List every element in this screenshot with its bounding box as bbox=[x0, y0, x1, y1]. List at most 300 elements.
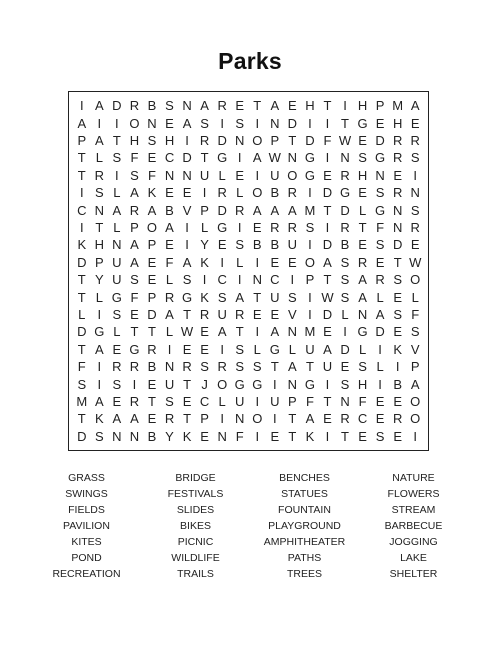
grid-letter: G bbox=[111, 289, 122, 305]
grid-letter: T bbox=[77, 411, 86, 427]
grid-letter: D bbox=[217, 202, 227, 218]
grid-letter: I bbox=[185, 219, 189, 235]
grid-letter: I bbox=[378, 376, 382, 392]
grid-letter: T bbox=[77, 150, 86, 166]
grid-letter: F bbox=[235, 428, 244, 444]
grid-letter: A bbox=[305, 411, 315, 427]
grid-letter: F bbox=[77, 359, 86, 375]
grid-letter: L bbox=[236, 185, 244, 201]
word-list-item: RECREATION bbox=[52, 568, 121, 580]
grid-letter: A bbox=[375, 306, 385, 322]
grid-letter: M bbox=[76, 393, 88, 409]
grid-letter: S bbox=[112, 376, 122, 392]
grid-letter: T bbox=[323, 393, 332, 409]
page-title: Parks bbox=[218, 48, 282, 74]
grid-letter: I bbox=[395, 359, 400, 375]
grid-letter: L bbox=[218, 167, 226, 183]
grid-letter: R bbox=[340, 411, 350, 427]
grid-letter: R bbox=[357, 254, 368, 270]
grid-letter: P bbox=[130, 219, 139, 235]
grid-letter: R bbox=[217, 98, 227, 114]
grid-letter: U bbox=[287, 237, 298, 253]
grid-letter: R bbox=[340, 167, 350, 183]
grid-letter: E bbox=[112, 341, 122, 357]
grid-letter: E bbox=[112, 393, 122, 409]
grid-letter: L bbox=[341, 306, 349, 322]
grid-letter: E bbox=[358, 132, 367, 148]
grid-letter: S bbox=[165, 393, 174, 409]
grid-letter: H bbox=[129, 132, 140, 148]
grid-letter: R bbox=[217, 359, 227, 375]
grid-letter: H bbox=[164, 132, 175, 148]
grid-letter: E bbox=[323, 324, 332, 340]
grid-letter: F bbox=[147, 167, 156, 183]
grid-letter: F bbox=[323, 132, 332, 148]
grid-letter: N bbox=[410, 185, 420, 201]
grid-letter: O bbox=[217, 376, 228, 392]
grid-letter: B bbox=[147, 428, 157, 444]
grid-letter: U bbox=[305, 341, 315, 357]
grid-letter: R bbox=[392, 185, 403, 201]
grid-letter: M bbox=[304, 324, 316, 340]
grid-letter: C bbox=[270, 272, 280, 288]
grid-letter: I bbox=[325, 376, 330, 392]
grid-letter: G bbox=[357, 115, 368, 131]
grid-letter: I bbox=[325, 115, 330, 131]
grid-letter: R bbox=[287, 185, 298, 201]
grid-letter: U bbox=[270, 167, 280, 183]
grid-letter: G bbox=[217, 219, 228, 235]
grid-letter: E bbox=[340, 359, 350, 375]
word-list-item: PATHS bbox=[287, 552, 322, 564]
grid-letter: S bbox=[358, 359, 367, 375]
grid-letter: S bbox=[340, 272, 350, 288]
grid-letter: L bbox=[113, 219, 121, 235]
grid-letter: A bbox=[182, 254, 192, 270]
grid-letter: D bbox=[217, 132, 227, 148]
grid-letter: G bbox=[339, 185, 351, 201]
grid-letter: E bbox=[288, 98, 297, 114]
grid-letter: I bbox=[273, 376, 277, 392]
grid-letter: T bbox=[358, 219, 367, 235]
grid-letter: U bbox=[164, 376, 175, 392]
grid-letter: A bbox=[270, 324, 280, 340]
grid-letter: K bbox=[94, 411, 104, 427]
grid-letter: A bbox=[94, 98, 104, 114]
word-list-item: SHELTER bbox=[389, 568, 438, 580]
grid-letter: U bbox=[270, 393, 280, 409]
grid-letter: A bbox=[147, 202, 157, 218]
grid-letter: S bbox=[375, 428, 385, 444]
grid-letter: S bbox=[375, 185, 385, 201]
grid-letter: T bbox=[200, 150, 209, 166]
grid-letter: O bbox=[304, 254, 315, 270]
grid-letter: N bbox=[392, 219, 403, 235]
grid-letter: I bbox=[167, 341, 172, 357]
grid-letter: E bbox=[393, 167, 402, 183]
grid-letter: T bbox=[288, 132, 297, 148]
grid-letter: L bbox=[253, 341, 261, 357]
grid-letter: L bbox=[411, 289, 419, 305]
grid-letter: L bbox=[113, 324, 121, 340]
grid-letter: R bbox=[129, 359, 140, 375]
grid-letter: B bbox=[393, 376, 402, 392]
grid-letter: L bbox=[376, 359, 384, 375]
grid-letter: P bbox=[147, 237, 157, 253]
grid-letter: G bbox=[304, 150, 315, 166]
grid-letter: S bbox=[340, 376, 350, 392]
grid-letter: E bbox=[410, 115, 420, 131]
grid-letter: I bbox=[220, 254, 224, 270]
grid-letter: P bbox=[270, 132, 280, 148]
grid-letter: D bbox=[287, 115, 298, 131]
grid-letter: I bbox=[308, 185, 312, 201]
grid-letter: I bbox=[79, 185, 84, 201]
grid-letter: B bbox=[147, 359, 157, 375]
grid-letter: K bbox=[182, 428, 192, 444]
word-list-item: FOUNTAIN bbox=[278, 504, 331, 516]
grid-letter: I bbox=[220, 341, 224, 357]
grid-letter: D bbox=[340, 341, 350, 357]
grid-letter: G bbox=[375, 150, 386, 166]
grid-letter: H bbox=[357, 376, 368, 392]
grid-letter: R bbox=[129, 98, 140, 114]
grid-letter: F bbox=[130, 289, 139, 305]
grid-letter: B bbox=[340, 237, 350, 253]
grid-letter: E bbox=[165, 237, 174, 253]
word-list-item: FESTIVALS bbox=[167, 488, 224, 500]
grid-letter: P bbox=[410, 359, 420, 375]
grid-letter: N bbox=[164, 359, 175, 375]
grid-letter: M bbox=[304, 202, 316, 218]
grid-letter: C bbox=[164, 150, 175, 166]
grid-letter: B bbox=[147, 98, 157, 114]
grid-letter: E bbox=[165, 185, 174, 201]
grid-letter: I bbox=[202, 185, 207, 201]
grid-letter: T bbox=[235, 324, 244, 340]
grid-letter: G bbox=[304, 167, 315, 183]
grid-letter: T bbox=[253, 98, 262, 114]
grid-letter: T bbox=[183, 376, 192, 392]
grid-letter: F bbox=[165, 254, 174, 270]
grid-letter: U bbox=[112, 254, 122, 270]
grid-letter: A bbox=[112, 411, 122, 427]
grid-letter: I bbox=[237, 150, 242, 166]
grid-letter: D bbox=[322, 237, 333, 253]
grid-letter: G bbox=[182, 289, 193, 305]
grid-letter: N bbox=[287, 324, 298, 340]
grid-letter: E bbox=[182, 341, 192, 357]
grid-letter: R bbox=[147, 341, 157, 357]
grid-letter: D bbox=[77, 428, 87, 444]
word-list-item: POND bbox=[71, 552, 102, 564]
grid-letter: H bbox=[357, 98, 368, 114]
grid-letter: I bbox=[97, 115, 102, 131]
grid-letter: T bbox=[183, 306, 192, 322]
grid-letter: L bbox=[218, 393, 226, 409]
grid-letter: O bbox=[252, 411, 263, 427]
grid-letter: N bbox=[252, 272, 262, 288]
grid-letter: N bbox=[94, 202, 105, 218]
grid-letter: A bbox=[200, 98, 209, 114]
grid-letter: S bbox=[393, 306, 402, 322]
grid-letter: D bbox=[77, 254, 87, 270]
word-list-item: AMPHITHEATER bbox=[263, 536, 346, 548]
grid-letter: A bbox=[252, 202, 262, 218]
grid-letter: S bbox=[235, 115, 245, 131]
grid-letter: E bbox=[358, 237, 367, 253]
grid-letter: N bbox=[392, 202, 403, 218]
grid-letter: U bbox=[270, 289, 280, 305]
grid-letter: L bbox=[78, 306, 86, 322]
grid-letter: L bbox=[165, 272, 174, 288]
grid-letter: Y bbox=[94, 272, 104, 288]
grid-letter: D bbox=[375, 132, 385, 148]
grid-letter: N bbox=[182, 167, 192, 183]
word-list-item: BARBECUE bbox=[384, 520, 443, 532]
grid-letter: N bbox=[287, 150, 298, 166]
grid-letter: A bbox=[410, 376, 420, 392]
word-list-item: PICNIC bbox=[177, 536, 214, 548]
grid-letter: A bbox=[165, 306, 174, 322]
grid-letter: O bbox=[252, 185, 263, 201]
grid-letter: I bbox=[255, 393, 260, 409]
grid-letter: S bbox=[94, 185, 104, 201]
grid-letter: R bbox=[199, 306, 210, 322]
grid-letter: A bbox=[358, 272, 367, 288]
grid-letter: O bbox=[129, 115, 140, 131]
grid-letter: T bbox=[183, 411, 192, 427]
word-list-item: FIELDS bbox=[68, 504, 105, 516]
grid-letter: E bbox=[288, 254, 297, 270]
grid-letter: S bbox=[410, 150, 420, 166]
grid-letter: R bbox=[410, 219, 420, 235]
grid-letter: R bbox=[392, 411, 403, 427]
grid-letter: F bbox=[305, 393, 314, 409]
grid-letter: E bbox=[200, 341, 209, 357]
grid-letter: E bbox=[252, 219, 262, 235]
word-list-item: STATUES bbox=[281, 488, 328, 500]
grid-letter: E bbox=[358, 185, 367, 201]
grid-letter: S bbox=[358, 150, 367, 166]
grid-letter: T bbox=[77, 272, 86, 288]
grid-letter: S bbox=[94, 428, 104, 444]
grid-letter: T bbox=[341, 428, 349, 444]
grid-letter: I bbox=[308, 115, 312, 131]
grid-letter: R bbox=[217, 185, 227, 201]
grid-letter: G bbox=[357, 324, 368, 340]
grid-letter: O bbox=[410, 411, 421, 427]
grid-letter: H bbox=[392, 115, 403, 131]
grid-letter: I bbox=[185, 237, 189, 253]
grid-letter: A bbox=[94, 132, 104, 148]
grid-letter: H bbox=[357, 167, 368, 183]
grid-letter: E bbox=[270, 254, 280, 270]
grid-letter: B bbox=[270, 185, 280, 201]
grid-letter: N bbox=[287, 376, 298, 392]
grid-letter: W bbox=[338, 132, 352, 148]
grid-letter: S bbox=[375, 237, 385, 253]
grid-letter: N bbox=[147, 115, 157, 131]
grid-letter: T bbox=[323, 202, 332, 218]
grid-letter: S bbox=[235, 237, 245, 253]
grid-letter: T bbox=[288, 411, 297, 427]
grid-letter: R bbox=[94, 167, 105, 183]
grid-letter: Y bbox=[200, 237, 209, 253]
grid-letter: T bbox=[77, 167, 86, 183]
grid-letter: L bbox=[376, 289, 384, 305]
word-list-item: WILDLIFE bbox=[171, 552, 220, 564]
word-list-item: FLOWERS bbox=[387, 488, 440, 500]
grid-letter: B bbox=[252, 237, 262, 253]
grid-letter: A bbox=[94, 393, 104, 409]
grid-letter: T bbox=[147, 393, 156, 409]
grid-letter: D bbox=[182, 150, 192, 166]
grid-letter: F bbox=[376, 219, 385, 235]
grid-letter: P bbox=[94, 254, 104, 270]
grid-letter: R bbox=[129, 393, 140, 409]
grid-letter: T bbox=[288, 428, 297, 444]
grid-letter: R bbox=[270, 219, 280, 235]
grid-letter: N bbox=[112, 428, 122, 444]
grid-letter: A bbox=[235, 289, 245, 305]
grid-letter: D bbox=[392, 237, 403, 253]
grid-letter: O bbox=[410, 393, 421, 409]
grid-letter: E bbox=[393, 393, 402, 409]
grid-letter: W bbox=[321, 289, 334, 305]
grid-letter: E bbox=[147, 254, 157, 270]
grid-letter: N bbox=[129, 428, 140, 444]
grid-letter: S bbox=[182, 272, 192, 288]
grid-letter: O bbox=[252, 132, 263, 148]
grid-letter: I bbox=[97, 306, 102, 322]
grid-letter: I bbox=[378, 341, 382, 357]
grid-letter: E bbox=[182, 185, 192, 201]
grid-letter: U bbox=[217, 306, 227, 322]
grid-letter: I bbox=[202, 272, 207, 288]
grid-letter: P bbox=[77, 132, 87, 148]
grid-letter: R bbox=[129, 202, 140, 218]
word-list-item: TREES bbox=[286, 568, 322, 580]
grid-letter: S bbox=[305, 219, 315, 235]
grid-letter: N bbox=[164, 167, 175, 183]
grid-letter: N bbox=[340, 393, 350, 409]
grid-letter: A bbox=[252, 150, 262, 166]
grid-letter: N bbox=[182, 98, 192, 114]
grid-letter: E bbox=[235, 167, 245, 183]
grid-letter: T bbox=[393, 254, 402, 270]
grid-letter: P bbox=[147, 289, 157, 305]
grid-letter: P bbox=[288, 393, 297, 409]
grid-letter: I bbox=[220, 115, 224, 131]
grid-letter: B bbox=[270, 237, 280, 253]
grid-letter: E bbox=[375, 254, 385, 270]
grid-letter: T bbox=[77, 289, 86, 305]
grid-letter: A bbox=[77, 115, 87, 131]
word-list-item: SLIDES bbox=[176, 504, 215, 516]
grid-letter: U bbox=[199, 167, 210, 183]
word-list-item: JOGGING bbox=[389, 536, 438, 548]
grid-letter: I bbox=[325, 428, 330, 444]
grid-letter: V bbox=[288, 306, 297, 322]
grid-letter: E bbox=[200, 324, 209, 340]
grid-letter: S bbox=[340, 254, 350, 270]
grid-letter: E bbox=[252, 306, 262, 322]
grid-letter: L bbox=[201, 219, 209, 235]
grid-letter: E bbox=[375, 411, 385, 427]
grid-letter: S bbox=[288, 289, 297, 305]
grid-letter: I bbox=[413, 167, 418, 183]
grid-letter: P bbox=[305, 272, 315, 288]
grid-letter: N bbox=[270, 115, 280, 131]
grid-letter: W bbox=[268, 150, 281, 166]
grid-letter: G bbox=[94, 324, 105, 340]
grid-letter: O bbox=[287, 167, 298, 183]
grid-letter: G bbox=[304, 376, 315, 392]
grid-letter: R bbox=[235, 306, 245, 322]
grid-letter: G bbox=[234, 376, 245, 392]
grid-letter: A bbox=[410, 98, 420, 114]
grid-letter: I bbox=[115, 115, 119, 131]
grid-letter: I bbox=[97, 376, 102, 392]
grid-letter: U bbox=[112, 272, 122, 288]
grid-letter: C bbox=[77, 202, 87, 218]
grid-letter: S bbox=[77, 376, 87, 392]
grid-letter: I bbox=[308, 306, 312, 322]
grid-letter: S bbox=[410, 324, 420, 340]
grid-letter: E bbox=[393, 324, 402, 340]
grid-letter: I bbox=[79, 219, 84, 235]
grid-letter: E bbox=[323, 167, 332, 183]
grid-letter: D bbox=[112, 98, 122, 114]
grid-letter: A bbox=[323, 254, 332, 270]
grid-letter: A bbox=[130, 185, 139, 201]
grid-letter: E bbox=[147, 272, 157, 288]
grid-letter: K bbox=[200, 289, 209, 305]
word-search-puzzle bbox=[68, 91, 429, 451]
grid-letter: A bbox=[270, 202, 280, 218]
grid-letter: V bbox=[182, 202, 192, 218]
word-list-item: BIKES bbox=[180, 520, 211, 532]
grid-letter: L bbox=[358, 202, 367, 218]
letter-grid bbox=[73, 97, 424, 445]
grid-letter: R bbox=[182, 359, 192, 375]
grid-letter: J bbox=[201, 376, 208, 392]
grid-letter: S bbox=[410, 202, 420, 218]
grid-letter: P bbox=[375, 98, 385, 114]
grid-letter: I bbox=[255, 254, 260, 270]
grid-letter: A bbox=[288, 202, 297, 218]
grid-letter: L bbox=[358, 341, 367, 357]
grid-letter: K bbox=[77, 237, 87, 253]
grid-letter: E bbox=[147, 411, 157, 427]
grid-letter: D bbox=[375, 324, 385, 340]
grid-letter: S bbox=[393, 272, 402, 288]
grid-letter: U bbox=[322, 359, 333, 375]
word-list-item: PAVILION bbox=[63, 520, 110, 532]
word-list-item: BRIDGE bbox=[175, 472, 216, 484]
grid-letter: D bbox=[322, 306, 333, 322]
word-list bbox=[32, 470, 468, 582]
grid-letter: G bbox=[375, 202, 386, 218]
word-list-item: GRASS bbox=[68, 472, 105, 484]
grid-letter: K bbox=[393, 341, 402, 357]
grid-letter: R bbox=[375, 272, 385, 288]
grid-letter: A bbox=[130, 254, 139, 270]
grid-letter: F bbox=[358, 393, 367, 409]
grid-letter: T bbox=[253, 289, 262, 305]
grid-letter: I bbox=[97, 359, 102, 375]
